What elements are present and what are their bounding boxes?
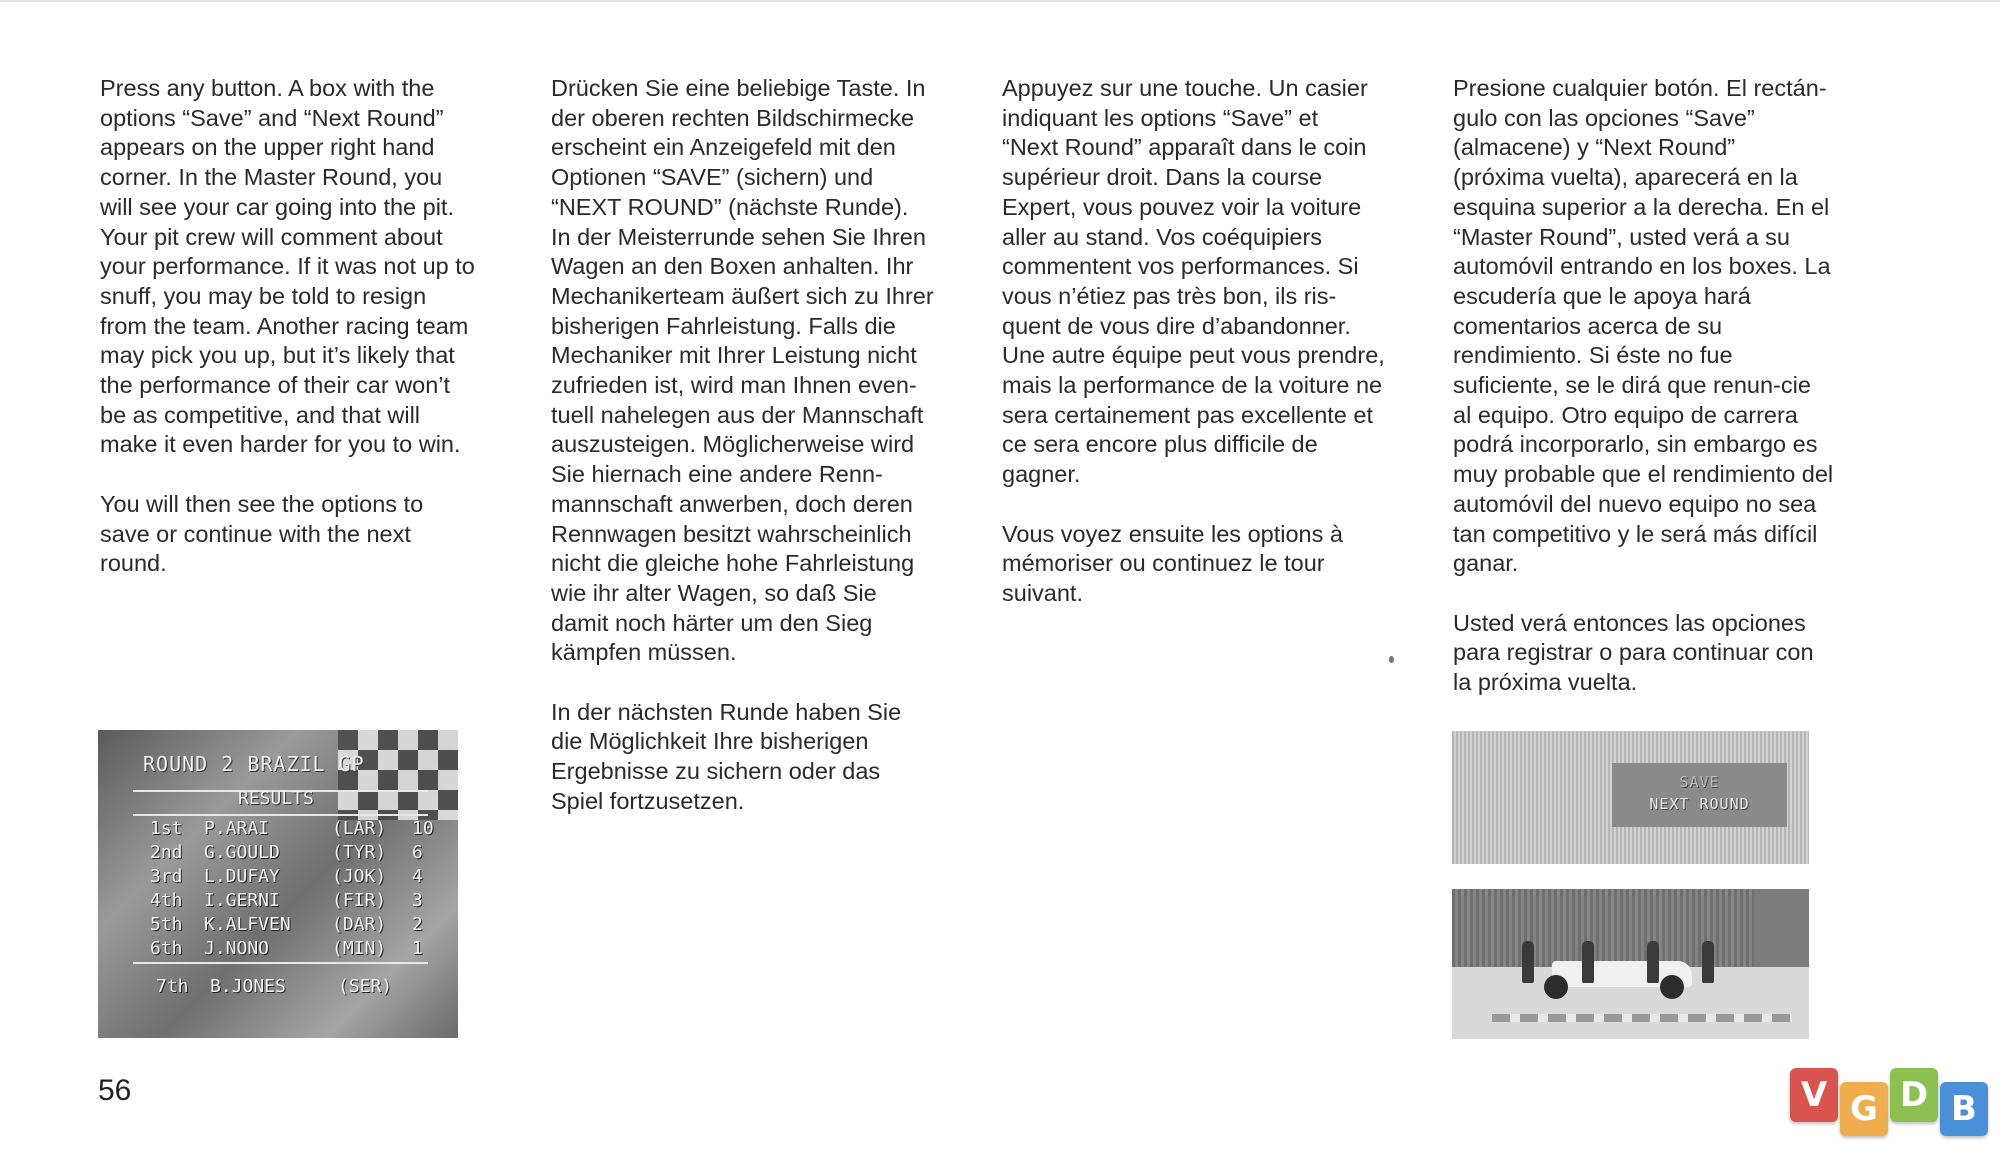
- french-paragraph-2: Vous voyez ensuite les options à mémoriser ou continuez le tour suivant.: [1002, 520, 1343, 606]
- results-header: RESULTS: [238, 788, 314, 809]
- english-paragraph-1: Press any button. A box with the options “Save” and “Next Round” appears on the upper right hand corner. In the Master Round, you will see your car going into the pit. Your pit crew will comment about your performance. If it was not up to snuff, you may be told to resign from the team. Another racing team may pick you up, but it’s likely that the performance of their car won’t be as competitive, and that will make it even harder for you to win.: [100, 75, 475, 458]
- results-driver: B.JONES: [210, 976, 286, 997]
- results-driver: I.GERNI: [204, 890, 280, 911]
- german-paragraph-1: Drücken Sie eine beliebige Taste. In der oberen rechten Bildschirmecke erscheint ein Anzeigefeld mit den Optionen “SAVE” (sichern) und “NEXT ROUND” (nächste Runde). In der Meisterrunde sehen Sie Ihren Wagen an den Boxen anhalten. Ihr Mechanikerteam äußert sich zu Ihrer bisherigen Fahrleistung. Falls die Mechaniker mit Ihrer Leistung nicht zufrieden ist, wird man Ihnen even- tuell nahelegen aus der Mannschaft auszusteigen. Möglicherweise wird Sie hiernach eine andere Renn- mannschaft anwerben, doch deren Rennwagen besitzt wahrscheinlich nicht die gleiche hohe Fahrleistung wie ihr alter Wagen, so daß Sie damit noch härter um den Sieg kämpfen müssen.: [551, 75, 934, 666]
- results-team: (DAR): [332, 914, 387, 935]
- results-team: (JOK): [332, 866, 387, 887]
- car-wheel-graphic: [1660, 975, 1684, 999]
- print-speck: [1389, 656, 1394, 663]
- french-paragraph-1: Appuyez sur une touche. Un casier indiquant les options “Save” et “Next Round” apparaît dans le coin supérieur droit. Dans la course Expert, vous pouvez voir la voiture aller au stand. Vos coéquipiers commentent vos performances. Si vous n’étiez pas très bon, ils ris- quent de vous dire d’abandonner. Une autre équipe peut vous prendre, mais la performance de la voiture ne sera certainement pas excellente et ce sera encore plus difficile de gagner.: [1002, 75, 1385, 488]
- results-position: 4th: [150, 890, 183, 911]
- results-driver: G.GOULD: [204, 842, 280, 863]
- results-divider-header: [133, 814, 428, 816]
- results-points: 1: [412, 938, 423, 959]
- english-paragraph-2: You will then see the options to save or continue with the next round.: [100, 490, 424, 577]
- save-menu-screenshot: [1452, 731, 1809, 864]
- results-row: [150, 818, 450, 842]
- german-paragraph-2: In der nächsten Runde haben Sie die Möglichkeit Ihre bisherigen Ergebnisse zu sichern oder das Spiel fortzusetzen.: [551, 698, 902, 814]
- results-row: [150, 890, 450, 914]
- logo-tile: V: [1790, 1068, 1838, 1122]
- results-position: 6th: [150, 938, 183, 959]
- logo-tile: G: [1840, 1082, 1888, 1136]
- results-driver: J.NONO: [204, 938, 270, 959]
- results-team: (TYR): [332, 842, 387, 863]
- next-round-option: NEXT ROUND: [1649, 795, 1750, 813]
- pit-lane-barrier: [1492, 1014, 1792, 1022]
- results-team: (SER): [338, 976, 393, 997]
- results-team: (MIN): [332, 938, 387, 959]
- mechanic-figure: [1702, 941, 1714, 983]
- results-position: 7th: [156, 976, 189, 997]
- results-driver: L.DUFAY: [204, 866, 280, 887]
- column-german: [551, 74, 981, 846]
- results-row: [150, 938, 450, 962]
- results-divider-bottom: [133, 962, 428, 964]
- page-top-edge: [0, 0, 2000, 2]
- results-row: [150, 842, 450, 866]
- results-round-title: ROUND 2 BRAZIL GP: [143, 752, 365, 776]
- results-row: [150, 866, 450, 890]
- column-spanish: [1453, 74, 1883, 727]
- results-position: 5th: [150, 914, 183, 935]
- results-team: (FIR): [332, 890, 387, 911]
- pit-stop-screenshot: [1452, 889, 1809, 1039]
- spanish-paragraph-1: Presione cualquier botón. El rectán- gulo con las opciones “Save” (almacene) y “Next Round” (próxima vuelta), aparecerá en la esquina superior a la derecha. En el “Master Round”, usted verá a su automóvil entrando en los boxes. La escudería que le apoya hará comentarios acerca de su rendimiento. Si éste no fue suficiente, se le dirá que renun-cie al equipo. Otro equipo de carrera podrá incorporarlo, sin embargo es muy probable que el rendimiento del automóvil del nuevo equipo no sea tan competitivo y le será más difícil ganar.: [1453, 75, 1834, 577]
- vgdb-watermark-logo: [1790, 1064, 1990, 1144]
- mechanic-figure: [1522, 941, 1534, 983]
- results-row: [150, 914, 450, 938]
- logo-tile: B: [1940, 1082, 1988, 1136]
- car-wheel-graphic: [1544, 975, 1568, 999]
- results-points: 3: [412, 890, 423, 911]
- column-english: [100, 74, 530, 609]
- mechanic-figure: [1582, 941, 1594, 983]
- mechanic-figure: [1647, 941, 1659, 983]
- results-driver: P.ARAI: [204, 818, 270, 839]
- results-points: 10: [412, 818, 434, 839]
- results-position: 1st: [150, 818, 183, 839]
- results-screenshot: [98, 730, 458, 1038]
- results-position: 3rd: [150, 866, 183, 887]
- page-number: 56: [98, 1074, 132, 1107]
- save-options-box: [1612, 763, 1787, 827]
- results-position: 2nd: [150, 842, 183, 863]
- save-option: SAVE: [1679, 773, 1720, 791]
- logo-tile: D: [1890, 1068, 1938, 1122]
- results-row: [156, 976, 456, 1000]
- column-french: [1002, 74, 1432, 638]
- results-driver: K.ALFVEN: [204, 914, 291, 935]
- results-points: 6: [412, 842, 423, 863]
- results-points: 4: [412, 866, 423, 887]
- spanish-paragraph-2: Usted verá entonces las opciones para registrar o para continuar con la próxima vuelta.: [1453, 609, 1814, 696]
- results-points: 2: [412, 914, 423, 935]
- results-team: (LAR): [332, 818, 387, 839]
